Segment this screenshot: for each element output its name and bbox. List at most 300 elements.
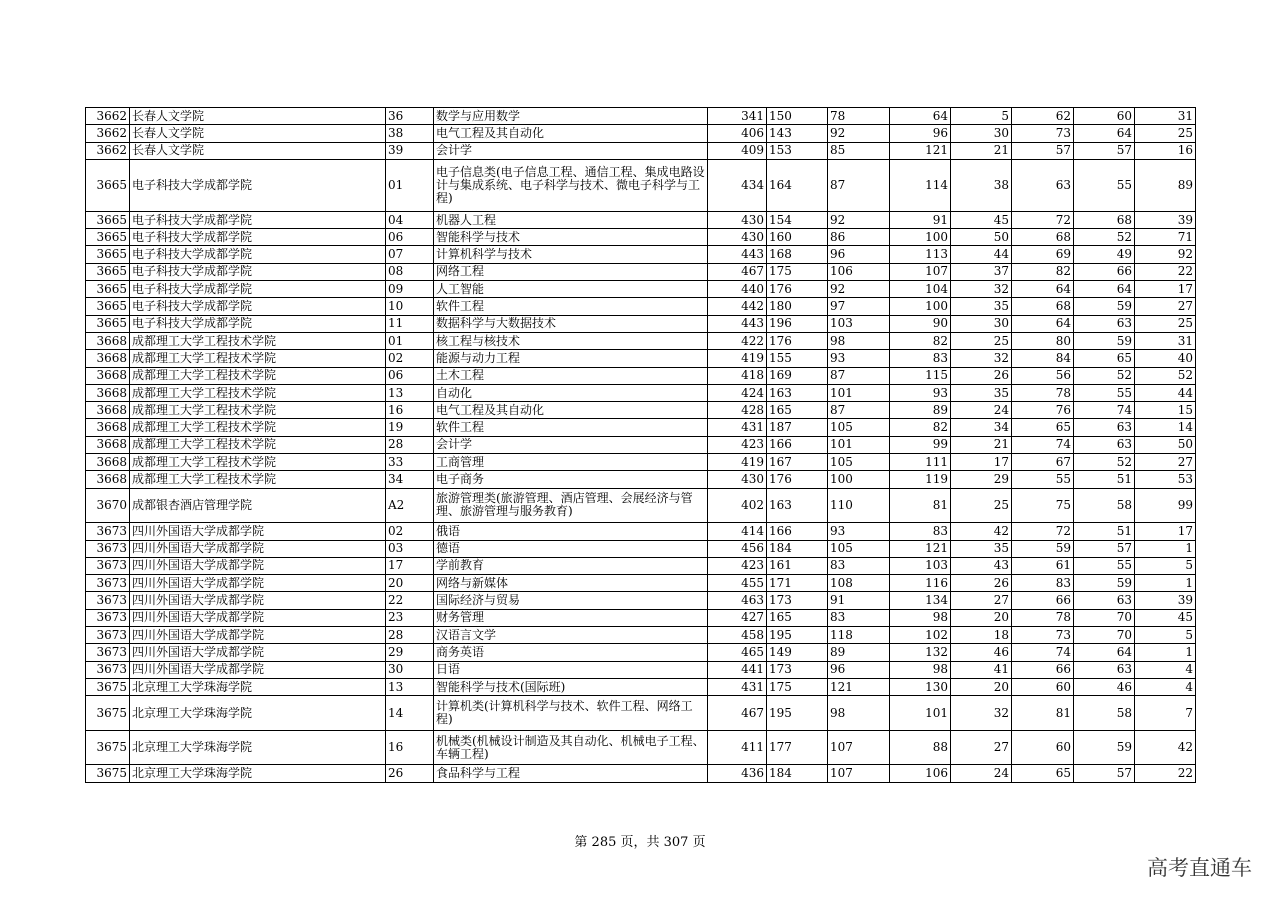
cell-score-4: 111 — [890, 454, 951, 471]
cell-school-name: 电子科技大学成都学院 — [130, 263, 386, 280]
cell-score-1: 455 — [708, 575, 767, 592]
cell-score-8: 5 — [1135, 557, 1196, 574]
cell-score-8: 25 — [1135, 125, 1196, 142]
cell-score-6: 64 — [1012, 281, 1074, 298]
cell-score-3: 97 — [828, 298, 890, 315]
cell-score-7: 52 — [1074, 454, 1135, 471]
cell-school-name: 成都理工大学工程技术学院 — [130, 367, 386, 384]
cell-score-7: 63 — [1074, 592, 1135, 609]
cell-score-2: 154 — [767, 211, 828, 228]
table-row — [86, 125, 1196, 142]
cell-score-4: 119 — [890, 471, 951, 488]
cell-score-4: 82 — [890, 419, 951, 436]
cell-major-code: 02 — [386, 350, 434, 367]
cell-score-8: 53 — [1135, 471, 1196, 488]
cell-school-name: 电子科技大学成都学院 — [130, 229, 386, 246]
cell-score-1: 423 — [708, 436, 767, 453]
cell-score-4: 64 — [890, 108, 951, 125]
cell-school-code: 3662 — [86, 125, 130, 142]
cell-score-5: 20 — [951, 609, 1012, 626]
cell-score-2: 164 — [767, 159, 828, 211]
score-table — [85, 107, 1196, 783]
cell-major-code: 07 — [386, 246, 434, 263]
cell-major-code: 34 — [386, 471, 434, 488]
cell-score-6: 61 — [1012, 557, 1074, 574]
cell-score-6: 74 — [1012, 436, 1074, 453]
cell-major-code: 13 — [386, 384, 434, 401]
cell-score-6: 64 — [1012, 315, 1074, 332]
cell-score-6: 66 — [1012, 592, 1074, 609]
cell-score-2: 196 — [767, 315, 828, 332]
cell-score-3: 107 — [828, 765, 890, 782]
table-row — [86, 402, 1196, 419]
table-row — [86, 229, 1196, 246]
cell-major-code: 13 — [386, 678, 434, 695]
cell-school-code: 3665 — [86, 263, 130, 280]
cell-school-code: 3662 — [86, 142, 130, 159]
cell-score-1: 430 — [708, 229, 767, 246]
cell-major-code: 19 — [386, 419, 434, 436]
cell-score-3: 91 — [828, 592, 890, 609]
cell-score-5: 20 — [951, 678, 1012, 695]
cell-score-6: 60 — [1012, 730, 1074, 765]
cell-school-code: 3673 — [86, 661, 130, 678]
cell-score-5: 32 — [951, 696, 1012, 731]
cell-major-code: 16 — [386, 730, 434, 765]
cell-major-name: 电气工程及其自动化 — [434, 125, 708, 142]
cell-score-6: 75 — [1012, 488, 1074, 523]
cell-score-1: 430 — [708, 471, 767, 488]
cell-major-name: 软件工程 — [434, 298, 708, 315]
cell-major-code: 36 — [386, 108, 434, 125]
cell-score-4: 81 — [890, 488, 951, 523]
cell-major-name: 网络与新媒体 — [434, 575, 708, 592]
cell-score-4: 113 — [890, 246, 951, 263]
cell-score-4: 115 — [890, 367, 951, 384]
cell-score-5: 38 — [951, 159, 1012, 211]
cell-score-8: 16 — [1135, 142, 1196, 159]
cell-school-name: 成都理工大学工程技术学院 — [130, 332, 386, 349]
cell-major-code: 11 — [386, 315, 434, 332]
cell-school-code: 3668 — [86, 332, 130, 349]
cell-major-code: A2 — [386, 488, 434, 523]
table-row — [86, 384, 1196, 401]
cell-score-6: 60 — [1012, 678, 1074, 695]
cell-score-5: 35 — [951, 540, 1012, 557]
cell-school-name: 成都理工大学工程技术学院 — [130, 402, 386, 419]
cell-major-name: 旅游管理类(旅游管理、酒店管理、会展经济与管理、旅游管理与服务教育) — [434, 488, 708, 523]
table-row — [86, 678, 1196, 695]
table-row — [86, 454, 1196, 471]
cell-score-8: 27 — [1135, 298, 1196, 315]
cell-score-3: 108 — [828, 575, 890, 592]
cell-major-name: 商务英语 — [434, 644, 708, 661]
cell-score-5: 24 — [951, 402, 1012, 419]
cell-score-2: 165 — [767, 609, 828, 626]
cell-score-1: 442 — [708, 298, 767, 315]
table-row — [86, 523, 1196, 540]
cell-school-name: 北京理工大学珠海学院 — [130, 765, 386, 782]
cell-school-code: 3668 — [86, 436, 130, 453]
cell-score-2: 161 — [767, 557, 828, 574]
cell-score-5: 26 — [951, 575, 1012, 592]
cell-score-8: 39 — [1135, 592, 1196, 609]
cell-score-3: 92 — [828, 211, 890, 228]
cell-score-3: 105 — [828, 419, 890, 436]
cell-score-4: 101 — [890, 696, 951, 731]
cell-score-2: 171 — [767, 575, 828, 592]
cell-score-2: 175 — [767, 263, 828, 280]
cell-school-name: 长春人文学院 — [130, 125, 386, 142]
cell-score-8: 31 — [1135, 332, 1196, 349]
cell-major-name: 机械类(机械设计制造及其自动化、机械电子工程、车辆工程) — [434, 730, 708, 765]
cell-score-1: 443 — [708, 315, 767, 332]
cell-score-3: 96 — [828, 246, 890, 263]
cell-major-code: 09 — [386, 281, 434, 298]
cell-score-6: 59 — [1012, 540, 1074, 557]
cell-score-6: 65 — [1012, 765, 1074, 782]
cell-score-2: 176 — [767, 332, 828, 349]
cell-score-8: 4 — [1135, 661, 1196, 678]
cell-major-name: 俄语 — [434, 523, 708, 540]
cell-score-5: 30 — [951, 125, 1012, 142]
cell-score-4: 98 — [890, 609, 951, 626]
cell-major-name: 会计学 — [434, 436, 708, 453]
table-row — [86, 246, 1196, 263]
table-row — [86, 108, 1196, 125]
cell-score-3: 89 — [828, 644, 890, 661]
cell-school-name: 成都理工大学工程技术学院 — [130, 384, 386, 401]
cell-score-5: 21 — [951, 436, 1012, 453]
cell-score-6: 83 — [1012, 575, 1074, 592]
cell-major-code: 39 — [386, 142, 434, 159]
cell-school-name: 北京理工大学珠海学院 — [130, 678, 386, 695]
cell-score-6: 62 — [1012, 108, 1074, 125]
cell-score-1: 424 — [708, 384, 767, 401]
cell-score-6: 69 — [1012, 246, 1074, 263]
cell-score-3: 101 — [828, 384, 890, 401]
cell-school-name: 电子科技大学成都学院 — [130, 281, 386, 298]
cell-score-6: 82 — [1012, 263, 1074, 280]
cell-score-6: 76 — [1012, 402, 1074, 419]
cell-score-2: 173 — [767, 661, 828, 678]
cell-score-2: 184 — [767, 765, 828, 782]
cell-score-2: 163 — [767, 488, 828, 523]
cell-score-7: 59 — [1074, 575, 1135, 592]
cell-score-4: 130 — [890, 678, 951, 695]
cell-score-4: 82 — [890, 332, 951, 349]
table-row — [86, 661, 1196, 678]
table-row — [86, 367, 1196, 384]
table-row — [86, 488, 1196, 523]
cell-major-code: 06 — [386, 367, 434, 384]
cell-score-5: 35 — [951, 298, 1012, 315]
cell-score-5: 21 — [951, 142, 1012, 159]
cell-score-5: 44 — [951, 246, 1012, 263]
cell-score-2: 167 — [767, 454, 828, 471]
cell-score-4: 98 — [890, 661, 951, 678]
cell-score-7: 63 — [1074, 436, 1135, 453]
cell-score-3: 78 — [828, 108, 890, 125]
cell-score-7: 51 — [1074, 523, 1135, 540]
cell-score-6: 57 — [1012, 142, 1074, 159]
cell-score-3: 86 — [828, 229, 890, 246]
cell-score-2: 165 — [767, 402, 828, 419]
cell-score-5: 27 — [951, 592, 1012, 609]
cell-score-7: 57 — [1074, 142, 1135, 159]
cell-major-code: 26 — [386, 765, 434, 782]
cell-school-name: 电子科技大学成都学院 — [130, 246, 386, 263]
cell-school-code: 3668 — [86, 367, 130, 384]
cell-score-1: 436 — [708, 765, 767, 782]
cell-score-6: 68 — [1012, 298, 1074, 315]
cell-school-name: 成都理工大学工程技术学院 — [130, 419, 386, 436]
cell-score-7: 55 — [1074, 384, 1135, 401]
cell-score-1: 402 — [708, 488, 767, 523]
cell-score-1: 431 — [708, 678, 767, 695]
cell-score-4: 132 — [890, 644, 951, 661]
cell-score-5: 35 — [951, 384, 1012, 401]
cell-major-name: 电气工程及其自动化 — [434, 402, 708, 419]
cell-score-8: 22 — [1135, 765, 1196, 782]
table-row — [86, 298, 1196, 315]
cell-score-4: 89 — [890, 402, 951, 419]
cell-score-7: 66 — [1074, 263, 1135, 280]
cell-score-5: 24 — [951, 765, 1012, 782]
cell-score-8: 99 — [1135, 488, 1196, 523]
cell-school-name: 成都银杏酒店管理学院 — [130, 488, 386, 523]
table-row — [86, 592, 1196, 609]
cell-major-code: 14 — [386, 696, 434, 731]
cell-major-name: 国际经济与贸易 — [434, 592, 708, 609]
cell-school-name: 四川外国语大学成都学院 — [130, 609, 386, 626]
cell-school-code: 3673 — [86, 609, 130, 626]
cell-school-code: 3670 — [86, 488, 130, 523]
cell-score-5: 43 — [951, 557, 1012, 574]
cell-major-name: 软件工程 — [434, 419, 708, 436]
cell-score-5: 46 — [951, 644, 1012, 661]
cell-score-2: 176 — [767, 281, 828, 298]
cell-major-code: 38 — [386, 125, 434, 142]
cell-score-7: 59 — [1074, 298, 1135, 315]
cell-score-5: 45 — [951, 211, 1012, 228]
cell-score-6: 80 — [1012, 332, 1074, 349]
cell-score-2: 175 — [767, 678, 828, 695]
cell-score-8: 40 — [1135, 350, 1196, 367]
cell-score-4: 121 — [890, 142, 951, 159]
cell-score-2: 169 — [767, 367, 828, 384]
cell-score-1: 427 — [708, 609, 767, 626]
cell-score-4: 90 — [890, 315, 951, 332]
cell-major-name: 智能科学与技术 — [434, 229, 708, 246]
table-row — [86, 159, 1196, 211]
table-row — [86, 627, 1196, 644]
cell-score-4: 93 — [890, 384, 951, 401]
cell-score-2: 166 — [767, 436, 828, 453]
cell-school-code: 3673 — [86, 523, 130, 540]
cell-score-8: 14 — [1135, 419, 1196, 436]
cell-score-7: 46 — [1074, 678, 1135, 695]
cell-score-2: 150 — [767, 108, 828, 125]
cell-school-code: 3673 — [86, 592, 130, 609]
cell-school-code: 3665 — [86, 211, 130, 228]
cell-major-name: 土木工程 — [434, 367, 708, 384]
cell-score-2: 176 — [767, 471, 828, 488]
cell-score-6: 74 — [1012, 644, 1074, 661]
cell-score-8: 92 — [1135, 246, 1196, 263]
cell-score-3: 85 — [828, 142, 890, 159]
cell-score-3: 105 — [828, 454, 890, 471]
cell-school-code: 3673 — [86, 644, 130, 661]
cell-score-1: 406 — [708, 125, 767, 142]
cell-score-5: 26 — [951, 367, 1012, 384]
cell-school-code: 3673 — [86, 575, 130, 592]
cell-school-name: 成都理工大学工程技术学院 — [130, 436, 386, 453]
cell-score-8: 44 — [1135, 384, 1196, 401]
cell-major-name: 计算机类(计算机科学与技术、软件工程、网络工程) — [434, 696, 708, 731]
cell-score-1: 467 — [708, 263, 767, 280]
cell-score-1: 422 — [708, 332, 767, 349]
cell-score-7: 64 — [1074, 125, 1135, 142]
cell-score-1: 431 — [708, 419, 767, 436]
cell-school-code: 3673 — [86, 627, 130, 644]
cell-score-4: 91 — [890, 211, 951, 228]
cell-score-8: 4 — [1135, 678, 1196, 695]
cell-school-name: 电子科技大学成都学院 — [130, 298, 386, 315]
cell-score-1: 409 — [708, 142, 767, 159]
cell-score-3: 83 — [828, 557, 890, 574]
cell-score-8: 50 — [1135, 436, 1196, 453]
cell-school-name: 四川外国语大学成都学院 — [130, 644, 386, 661]
cell-score-3: 87 — [828, 402, 890, 419]
cell-score-1: 414 — [708, 523, 767, 540]
cell-school-name: 成都理工大学工程技术学院 — [130, 350, 386, 367]
cell-score-1: 467 — [708, 696, 767, 731]
cell-score-4: 88 — [890, 730, 951, 765]
cell-score-6: 66 — [1012, 661, 1074, 678]
cell-school-code: 3668 — [86, 419, 130, 436]
cell-score-5: 17 — [951, 454, 1012, 471]
cell-score-4: 116 — [890, 575, 951, 592]
cell-score-8: 17 — [1135, 281, 1196, 298]
cell-score-2: 168 — [767, 246, 828, 263]
cell-major-code: 03 — [386, 540, 434, 557]
cell-score-3: 96 — [828, 661, 890, 678]
cell-score-3: 110 — [828, 488, 890, 523]
cell-major-code: 17 — [386, 557, 434, 574]
table-row — [86, 471, 1196, 488]
cell-major-code: 22 — [386, 592, 434, 609]
cell-score-1: 419 — [708, 454, 767, 471]
cell-school-code: 3668 — [86, 384, 130, 401]
cell-score-5: 41 — [951, 661, 1012, 678]
cell-score-3: 106 — [828, 263, 890, 280]
cell-school-name: 四川外国语大学成都学院 — [130, 661, 386, 678]
cell-major-name: 数学与应用数学 — [434, 108, 708, 125]
cell-score-8: 31 — [1135, 108, 1196, 125]
cell-score-1: 465 — [708, 644, 767, 661]
cell-score-4: 107 — [890, 263, 951, 280]
cell-score-1: 428 — [708, 402, 767, 419]
cell-score-1: 419 — [708, 350, 767, 367]
cell-score-5: 18 — [951, 627, 1012, 644]
cell-major-name: 食品科学与工程 — [434, 765, 708, 782]
cell-major-code: 23 — [386, 609, 434, 626]
cell-score-6: 65 — [1012, 419, 1074, 436]
cell-score-7: 63 — [1074, 661, 1135, 678]
cell-score-1: 434 — [708, 159, 767, 211]
cell-score-7: 52 — [1074, 229, 1135, 246]
cell-score-7: 65 — [1074, 350, 1135, 367]
cell-score-7: 74 — [1074, 402, 1135, 419]
cell-score-3: 105 — [828, 540, 890, 557]
table-row — [86, 142, 1196, 159]
cell-school-code: 3675 — [86, 730, 130, 765]
cell-score-6: 78 — [1012, 384, 1074, 401]
cell-major-name: 财务管理 — [434, 609, 708, 626]
cell-major-name: 日语 — [434, 661, 708, 678]
cell-score-2: 195 — [767, 627, 828, 644]
cell-score-8: 89 — [1135, 159, 1196, 211]
table-row — [86, 350, 1196, 367]
cell-score-3: 100 — [828, 471, 890, 488]
cell-score-6: 67 — [1012, 454, 1074, 471]
cell-school-code: 3675 — [86, 678, 130, 695]
cell-score-2: 155 — [767, 350, 828, 367]
cell-score-2: 166 — [767, 523, 828, 540]
cell-score-7: 57 — [1074, 765, 1135, 782]
table-row — [86, 575, 1196, 592]
cell-score-8: 7 — [1135, 696, 1196, 731]
table-row — [86, 332, 1196, 349]
cell-score-1: 430 — [708, 211, 767, 228]
cell-score-7: 58 — [1074, 696, 1135, 731]
cell-score-2: 177 — [767, 730, 828, 765]
cell-score-8: 22 — [1135, 263, 1196, 280]
cell-major-code: 33 — [386, 454, 434, 471]
cell-school-code: 3665 — [86, 315, 130, 332]
cell-score-3: 93 — [828, 523, 890, 540]
cell-score-4: 99 — [890, 436, 951, 453]
table-row — [86, 696, 1196, 731]
cell-major-code: 28 — [386, 627, 434, 644]
cell-score-1: 423 — [708, 557, 767, 574]
cell-score-6: 73 — [1012, 125, 1074, 142]
page-footer: 第 285 页，共 307 页 — [574, 835, 706, 850]
cell-score-8: 27 — [1135, 454, 1196, 471]
cell-school-name: 电子科技大学成都学院 — [130, 159, 386, 211]
cell-score-7: 60 — [1074, 108, 1135, 125]
cell-school-name: 电子科技大学成都学院 — [130, 211, 386, 228]
cell-score-4: 102 — [890, 627, 951, 644]
cell-score-2: 143 — [767, 125, 828, 142]
cell-school-name: 四川外国语大学成都学院 — [130, 540, 386, 557]
table-row — [86, 211, 1196, 228]
cell-score-1: 443 — [708, 246, 767, 263]
cell-school-name: 四川外国语大学成都学院 — [130, 592, 386, 609]
cell-major-name: 德语 — [434, 540, 708, 557]
cell-score-7: 59 — [1074, 332, 1135, 349]
cell-score-7: 70 — [1074, 609, 1135, 626]
table-row — [86, 644, 1196, 661]
cell-score-7: 63 — [1074, 419, 1135, 436]
cell-score-7: 55 — [1074, 159, 1135, 211]
table-row — [86, 263, 1196, 280]
cell-score-7: 70 — [1074, 627, 1135, 644]
cell-major-code: 01 — [386, 332, 434, 349]
cell-score-7: 49 — [1074, 246, 1135, 263]
cell-score-7: 58 — [1074, 488, 1135, 523]
